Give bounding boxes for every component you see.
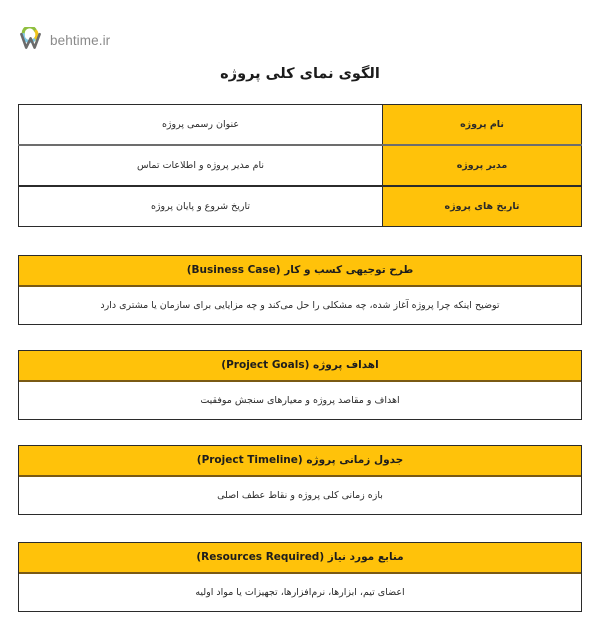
section-body-resources-required: اعضای تیم، ابزارها، نرم‌افزارها، تجهیزات یا مواد اولیه <box>19 574 581 611</box>
row-label-project-dates: تاریخ های پروژه <box>383 186 582 227</box>
section-business-case <box>18 255 582 325</box>
section-header-project-goals: اهداف پروژه (Project Goals) <box>19 351 581 382</box>
table-row <box>19 145 582 186</box>
section-body-project-goals: اهداف و مقاصد پروژه و معیارهای سنجش موفقیت <box>19 382 581 419</box>
table-row <box>19 105 582 146</box>
section-body-project-timeline: بازه زمانی کلی پروژه و نقاط عطف اصلی <box>19 477 581 514</box>
section-project-timeline <box>18 445 582 515</box>
section-project-goals <box>18 350 582 420</box>
row-label-project-manager: مدیر پروژه <box>383 145 582 186</box>
behtime-w-logo-icon <box>18 27 44 53</box>
section-header-resources-required: منابع مورد نیاز (Resources Required) <box>19 543 581 574</box>
row-label-project-name: نام پروژه <box>383 105 582 146</box>
table-row <box>19 186 582 227</box>
row-value-project-dates: تاریخ شروع و پایان پروژه <box>19 186 383 227</box>
brand-name: behtime.ir <box>50 32 111 48</box>
section-body-business-case: توضیح اینکه چرا پروژه آغاز شده، چه مشکلی را حل می‌کند و چه مزایایی برای سازمان یا مشتری دارد <box>19 287 581 324</box>
brand-watermark <box>18 27 110 53</box>
section-resources-required <box>18 542 582 612</box>
page-title: الگوی نمای کلی پروژه <box>220 66 380 82</box>
section-header-business-case: طرح توجیهی کسب و کار (Business Case) <box>19 256 581 287</box>
project-info-table <box>18 104 582 227</box>
row-value-project-name: عنوان رسمی پروژه <box>19 105 383 146</box>
project-overview-sheet <box>18 104 582 227</box>
row-value-project-manager: نام مدیر پروژه و اطلاعات تماس <box>19 145 383 186</box>
section-header-project-timeline: جدول زمانی پروژه (Project Timeline) <box>19 446 581 477</box>
